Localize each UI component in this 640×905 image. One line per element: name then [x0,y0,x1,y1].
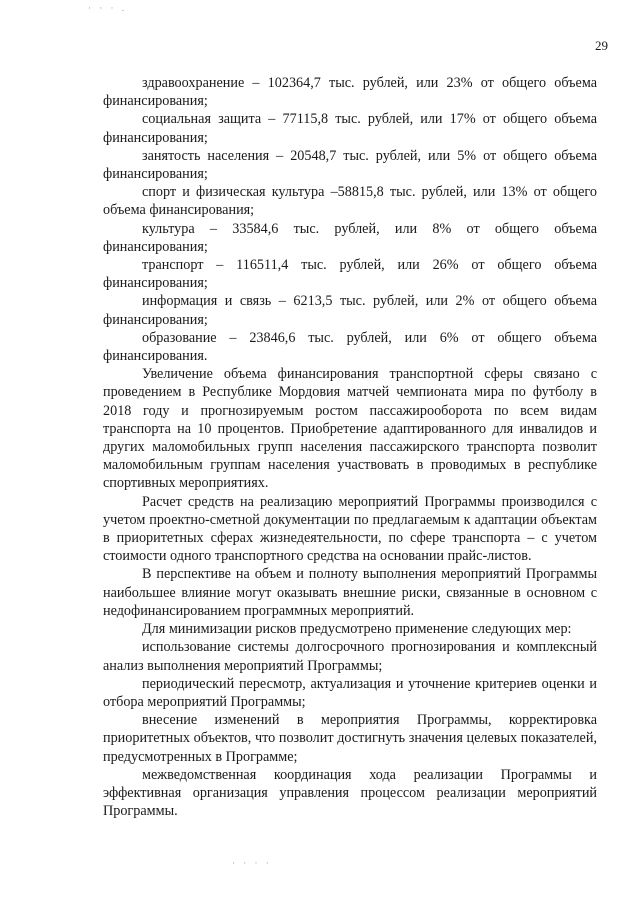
paragraph-employment: занятость населения – 20548,7 тыс. рублей, или 5% от общего объема финансирования; [103,147,597,183]
paragraph-social-protection: социальная защита – 77115,8 тыс. рублей, или 17% от общего объема финансирования; [103,111,597,146]
paragraph-measure-forecasting: использование системы долгосрочного прогнозирования и комплексный анализ выполнения мероприятий Программы; [103,639,597,674]
scan-specks-top: · · · . [88,3,127,13]
paragraph-culture: культура – 33584,6 тыс. рублей, или 8% от общего объема финансирования; [103,220,597,255]
document-body [103,74,597,820]
paragraph-information: информация и связь – 6213,5 тыс. рублей, или 2% от общего объема финансирования; [103,293,597,328]
paragraph-education: образование – 23846,6 тыс. рублей, или 6% от общего объема финансирования. [103,329,597,365]
paragraph-transport: транспорт – 116511,4 тыс. рублей, или 26% от общего объема финансирования; [103,257,597,292]
paragraph-transport-increase: Увеличение объема финансирования транспортной сферы связано с проведением в Республике Мордовия матчей чемпионата мира по футболу в 2018 году и прогнозируемым ростом пассажирооборота по всем видам транспорта на 10 процентов. Приобретение адаптированного для инвалидов и других маломобильных групп населения пассажирского транспорта позволит маломобильным группам населения участвовать в проводимых в республике спортивных мероприятиях. [103,366,597,492]
paragraph-measure-review: периодический пересмотр, актуализация и уточнение критериев оценки и отбора мероприятий Программы; [103,675,597,710]
paragraph-sport: спорт и физическая культура –58815,8 тыс. рублей, или 13% от общего объема финансирования; [103,184,597,219]
scan-specks-bottom: · · · · [232,858,272,868]
paragraph-measure-changes: внесение изменений в мероприятия Программы, корректировка приоритетных объектов, что позволит достигнуть значения целевых показателей, предусмотренных в Программе; [103,712,597,765]
paragraph-healthcare: здравоохранение – 102364,7 тыс. рублей, или 23% от общего объема финансирования; [103,75,597,110]
paragraph-calculation: Расчет средств на реализацию мероприятий Программы производился с учетом проектно-сметной документации по предлагаемым к адаптации объектам в приоритетных сферах жизнедеятельности, по сфере транспорта – с учетом стоимости одного транспортного средства на основании прайс-листов. [103,493,597,565]
paragraph-risks: В перспективе на объем и полноту выполнения мероприятий Программы наибольшее влияние могут оказывать внешние риски, связанные в основном с недофинансированием программных мероприятий. [103,566,597,619]
page-number: 29 [595,38,608,53]
paragraph-risk-measures-intro: Для минимизации рисков предусмотрено применение следующих мер: [142,621,572,638]
paragraph-measure-coordination: межведомственная координация хода реализации Программы и эффективная организация управления процессом реализации мероприятий Программы. [103,766,597,820]
